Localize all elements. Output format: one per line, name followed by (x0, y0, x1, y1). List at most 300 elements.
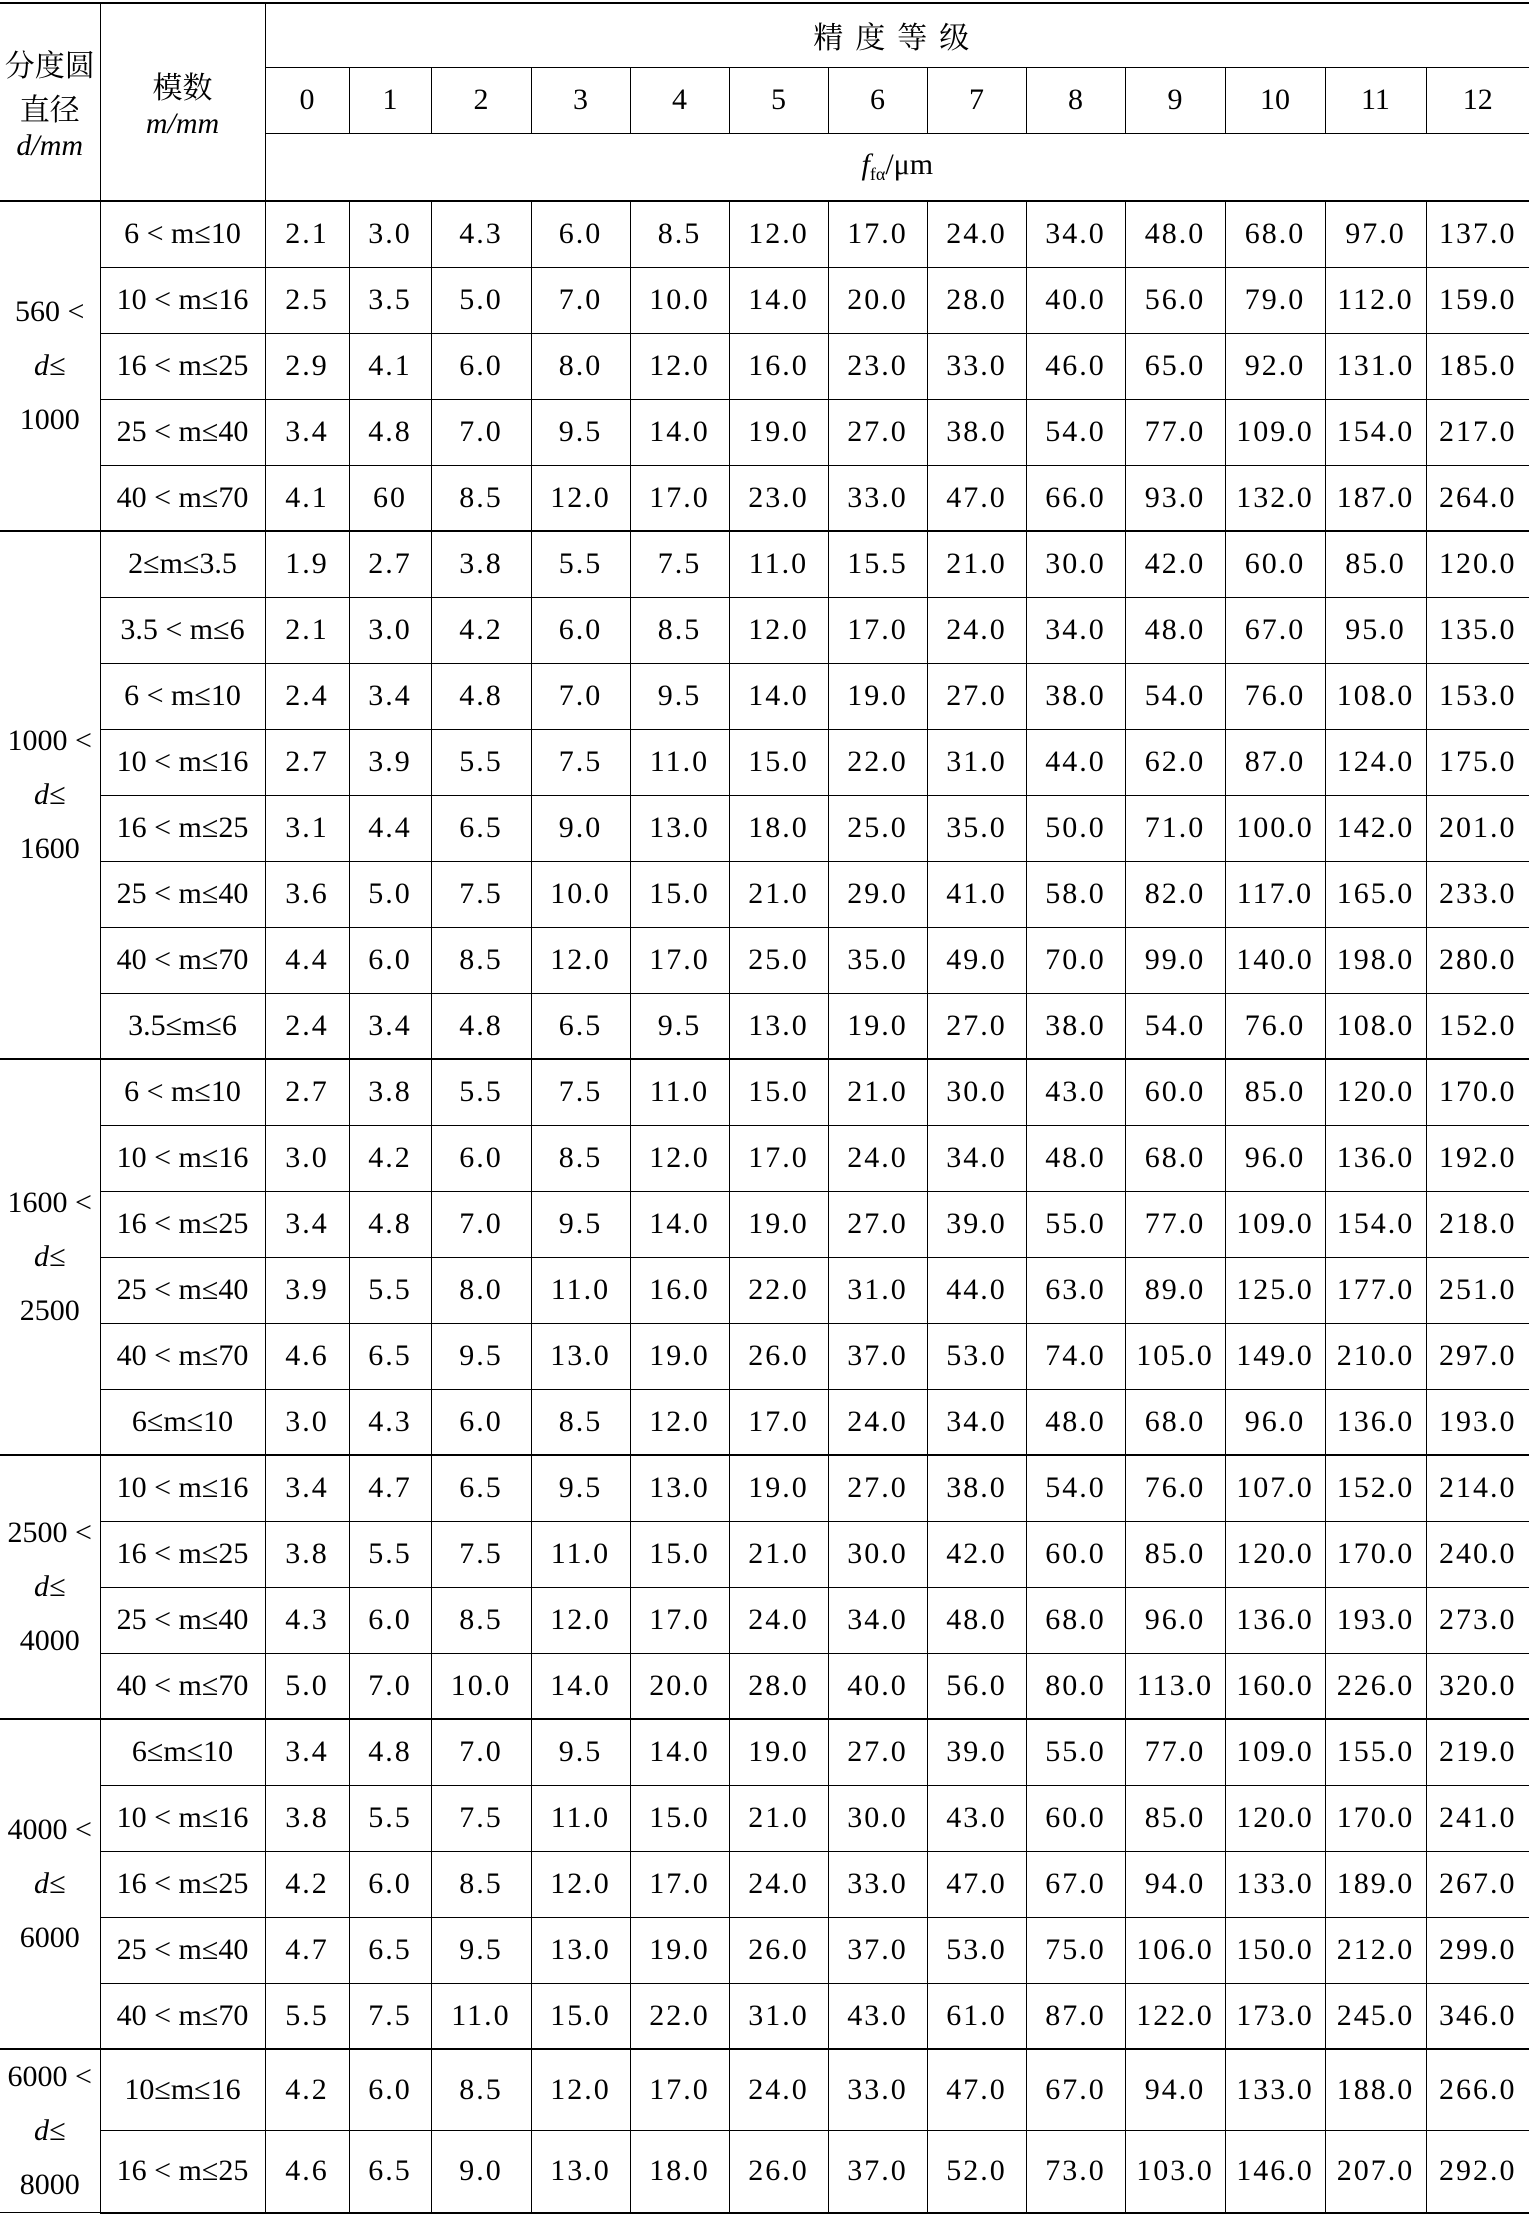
grade-12-header: 12 (1426, 67, 1529, 133)
value-cell-grade-3: 8.5 (531, 1125, 630, 1191)
value-cell-grade-7: 56.0 (927, 1653, 1026, 1719)
value-cell-grade-7: 24.0 (927, 201, 1026, 267)
value-cell-grade-5: 24.0 (729, 1587, 828, 1653)
value-cell-grade-1: 6.5 (349, 2131, 431, 2213)
value-cell-grade-4: 7.5 (630, 531, 729, 597)
value-cell-grade-10: 117.0 (1225, 861, 1325, 927)
diameter-range-line: 1000 (19, 403, 80, 436)
value-cell-grade-12: 233.0 (1426, 861, 1529, 927)
grade-1-header: 1 (349, 67, 431, 133)
value-cell-grade-2: 5.5 (431, 1059, 531, 1125)
value-cell-grade-10: 107.0 (1225, 1455, 1325, 1521)
value-cell-grade-7: 42.0 (927, 1521, 1026, 1587)
module-range-cell: 16 < m≤25 (100, 1191, 265, 1257)
value-cell-grade-0: 2.7 (265, 1059, 349, 1125)
value-cell-grade-0: 4.6 (265, 2131, 349, 2213)
value-cell-grade-2: 4.8 (431, 993, 531, 1059)
value-cell-grade-10: 149.0 (1225, 1323, 1325, 1389)
value-cell-grade-3: 9.5 (531, 399, 630, 465)
value-cell-grade-1: 5.5 (349, 1785, 431, 1851)
diameter-range-line: d≤ (34, 778, 66, 811)
unit-subscript: fα (869, 164, 886, 185)
value-cell-grade-3: 12.0 (531, 1587, 630, 1653)
value-cell-grade-4: 22.0 (630, 1983, 729, 2049)
value-cell-grade-9: 94.0 (1125, 1851, 1225, 1917)
value-cell-grade-8: 55.0 (1026, 1719, 1125, 1785)
value-cell-grade-9: 99.0 (1125, 927, 1225, 993)
value-cell-grade-2: 7.5 (431, 861, 531, 927)
value-cell-grade-2: 4.3 (431, 201, 531, 267)
value-cell-grade-1: 4.3 (349, 1389, 431, 1455)
value-cell-grade-5: 12.0 (729, 201, 828, 267)
value-cell-grade-1: 4.4 (349, 795, 431, 861)
value-cell-grade-9: 77.0 (1125, 1719, 1225, 1785)
value-cell-grade-12: 299.0 (1426, 1917, 1529, 1983)
value-cell-grade-4: 19.0 (630, 1917, 729, 1983)
value-cell-grade-2: 10.0 (431, 1653, 531, 1719)
value-cell-grade-7: 35.0 (927, 795, 1026, 861)
value-cell-grade-5: 28.0 (729, 1653, 828, 1719)
diameter-range-line: d≤ (34, 1867, 66, 1900)
value-cell-grade-4: 14.0 (630, 1191, 729, 1257)
value-cell-grade-4: 12.0 (630, 1389, 729, 1455)
value-cell-grade-11: 136.0 (1325, 1125, 1426, 1191)
value-cell-grade-10: 120.0 (1225, 1521, 1325, 1587)
value-cell-grade-9: 85.0 (1125, 1521, 1225, 1587)
value-cell-grade-1: 3.0 (349, 201, 431, 267)
value-cell-grade-3: 13.0 (531, 1323, 630, 1389)
value-cell-grade-7: 31.0 (927, 729, 1026, 795)
module-range-cell: 25 < m≤40 (100, 399, 265, 465)
module-header (100, 3, 265, 201)
value-cell-grade-3: 7.5 (531, 729, 630, 795)
value-cell-grade-4: 15.0 (630, 1521, 729, 1587)
value-cell-grade-2: 8.5 (431, 1587, 531, 1653)
value-cell-grade-3: 9.5 (531, 1455, 630, 1521)
value-cell-grade-6: 25.0 (828, 795, 927, 861)
module-range-cell: 40 < m≤70 (100, 927, 265, 993)
value-cell-grade-8: 54.0 (1026, 1455, 1125, 1521)
value-cell-grade-12: 241.0 (1426, 1785, 1529, 1851)
value-cell-grade-0: 3.0 (265, 1125, 349, 1191)
value-cell-grade-0: 4.7 (265, 1917, 349, 1983)
value-cell-grade-0: 3.8 (265, 1785, 349, 1851)
diameter-range-cell (0, 201, 100, 531)
value-cell-grade-2: 9.5 (431, 1917, 531, 1983)
value-cell-grade-9: 62.0 (1125, 729, 1225, 795)
table-row (0, 465, 1529, 531)
value-cell-grade-0: 3.4 (265, 1719, 349, 1785)
value-cell-grade-4: 14.0 (630, 1719, 729, 1785)
diameter-range-cell (0, 1059, 100, 1455)
value-cell-grade-10: 79.0 (1225, 267, 1325, 333)
value-cell-grade-11: 177.0 (1325, 1257, 1426, 1323)
value-cell-grade-8: 75.0 (1026, 1917, 1125, 1983)
value-cell-grade-11: 108.0 (1325, 993, 1426, 1059)
value-cell-grade-6: 27.0 (828, 1719, 927, 1785)
value-cell-grade-9: 42.0 (1125, 531, 1225, 597)
value-cell-grade-1: 7.0 (349, 1653, 431, 1719)
value-cell-grade-1: 4.7 (349, 1455, 431, 1521)
value-cell-grade-1: 4.1 (349, 333, 431, 399)
value-cell-grade-11: 154.0 (1325, 1191, 1426, 1257)
value-cell-grade-0: 1.9 (265, 531, 349, 597)
module-range-cell: 16 < m≤25 (100, 795, 265, 861)
value-cell-grade-3: 6.0 (531, 597, 630, 663)
value-cell-grade-5: 25.0 (729, 927, 828, 993)
value-cell-grade-12: 320.0 (1426, 1653, 1529, 1719)
table-row (0, 2131, 1529, 2213)
value-cell-grade-4: 17.0 (630, 465, 729, 531)
value-cell-grade-0: 3.8 (265, 1521, 349, 1587)
value-cell-grade-11: 155.0 (1325, 1719, 1426, 1785)
value-cell-grade-9: 56.0 (1125, 267, 1225, 333)
value-cell-grade-3: 12.0 (531, 2049, 630, 2131)
value-cell-grade-7: 43.0 (927, 1785, 1026, 1851)
value-cell-grade-0: 4.2 (265, 1851, 349, 1917)
value-cell-grade-8: 50.0 (1026, 795, 1125, 861)
module-range-cell: 10≤m≤16 (100, 2049, 265, 2131)
value-cell-grade-10: 85.0 (1225, 1059, 1325, 1125)
value-cell-grade-6: 37.0 (828, 1917, 927, 1983)
value-cell-grade-3: 9.0 (531, 795, 630, 861)
value-cell-grade-11: 165.0 (1325, 861, 1426, 927)
table-header (0, 3, 1529, 201)
value-cell-grade-5: 17.0 (729, 1389, 828, 1455)
value-cell-grade-12: 264.0 (1426, 465, 1529, 531)
value-cell-grade-4: 13.0 (630, 1455, 729, 1521)
value-cell-grade-5: 19.0 (729, 399, 828, 465)
value-cell-grade-11: 187.0 (1325, 465, 1426, 531)
diameter-range-cell (0, 1455, 100, 1719)
grade-11-header: 11 (1325, 67, 1426, 133)
value-cell-grade-0: 3.9 (265, 1257, 349, 1323)
value-cell-grade-12: 217.0 (1426, 399, 1529, 465)
value-cell-grade-0: 2.7 (265, 729, 349, 795)
value-cell-grade-6: 17.0 (828, 597, 927, 663)
value-cell-grade-11: 154.0 (1325, 399, 1426, 465)
value-cell-grade-10: 132.0 (1225, 465, 1325, 531)
value-cell-grade-6: 34.0 (828, 1587, 927, 1653)
module-range-cell: 10 < m≤16 (100, 1455, 265, 1521)
value-cell-grade-0: 3.0 (265, 1389, 349, 1455)
value-cell-grade-4: 19.0 (630, 1323, 729, 1389)
value-cell-grade-7: 38.0 (927, 399, 1026, 465)
value-cell-grade-10: 76.0 (1225, 663, 1325, 729)
value-cell-grade-3: 9.5 (531, 1719, 630, 1785)
value-cell-grade-0: 5.0 (265, 1653, 349, 1719)
value-cell-grade-2: 5.0 (431, 267, 531, 333)
value-cell-grade-12: 159.0 (1426, 267, 1529, 333)
diameter-header-line-3: d/mm (16, 129, 84, 162)
table-row (0, 1059, 1529, 1125)
value-cell-grade-1: 60 (349, 465, 431, 531)
value-cell-grade-12: 292.0 (1426, 2131, 1529, 2213)
diameter-range-line: d≤ (34, 349, 66, 382)
value-cell-grade-8: 80.0 (1026, 1653, 1125, 1719)
value-cell-grade-0: 2.9 (265, 333, 349, 399)
value-cell-grade-12: 266.0 (1426, 2049, 1529, 2131)
module-range-cell: 16 < m≤25 (100, 2131, 265, 2213)
value-cell-grade-9: 106.0 (1125, 1917, 1225, 1983)
value-cell-grade-12: 346.0 (1426, 1983, 1529, 2049)
value-cell-grade-7: 47.0 (927, 1851, 1026, 1917)
value-cell-grade-9: 77.0 (1125, 1191, 1225, 1257)
value-cell-grade-2: 9.0 (431, 2131, 531, 2213)
value-cell-grade-5: 19.0 (729, 1191, 828, 1257)
value-cell-grade-11: 189.0 (1325, 1851, 1426, 1917)
value-cell-grade-6: 33.0 (828, 465, 927, 531)
value-cell-grade-6: 24.0 (828, 1125, 927, 1191)
value-cell-grade-0: 2.5 (265, 267, 349, 333)
value-cell-grade-10: 136.0 (1225, 1587, 1325, 1653)
value-cell-grade-5: 14.0 (729, 663, 828, 729)
value-cell-grade-3: 12.0 (531, 1851, 630, 1917)
module-range-cell: 6 < m≤10 (100, 201, 265, 267)
value-cell-grade-3: 8.0 (531, 333, 630, 399)
module-range-cell: 25 < m≤40 (100, 1587, 265, 1653)
value-cell-grade-11: 136.0 (1325, 1389, 1426, 1455)
value-cell-grade-10: 68.0 (1225, 201, 1325, 267)
grade-0-header: 0 (265, 67, 349, 133)
table-body (0, 201, 1529, 2213)
value-cell-grade-1: 7.5 (349, 1983, 431, 2049)
grade-title: 精度等级 (265, 3, 1529, 67)
value-cell-grade-1: 3.4 (349, 663, 431, 729)
table-row (0, 597, 1529, 663)
value-cell-grade-10: 60.0 (1225, 531, 1325, 597)
table-row (0, 531, 1529, 597)
module-range-cell: 6 < m≤10 (100, 663, 265, 729)
value-cell-grade-2: 5.5 (431, 729, 531, 795)
value-cell-grade-2: 6.0 (431, 1125, 531, 1191)
value-cell-grade-1: 3.4 (349, 993, 431, 1059)
value-cell-grade-7: 34.0 (927, 1389, 1026, 1455)
value-cell-grade-2: 7.5 (431, 1521, 531, 1587)
module-range-cell: 16 < m≤25 (100, 1851, 265, 1917)
value-cell-grade-6: 15.5 (828, 531, 927, 597)
value-cell-grade-9: 68.0 (1125, 1389, 1225, 1455)
value-cell-grade-1: 5.5 (349, 1257, 431, 1323)
value-cell-grade-2: 9.5 (431, 1323, 531, 1389)
value-cell-grade-9: 48.0 (1125, 201, 1225, 267)
value-cell-grade-2: 7.0 (431, 1191, 531, 1257)
table-row (0, 1455, 1529, 1521)
diameter-header (0, 3, 100, 201)
value-cell-grade-7: 53.0 (927, 1323, 1026, 1389)
value-cell-grade-5: 21.0 (729, 861, 828, 927)
value-cell-grade-11: 245.0 (1325, 1983, 1426, 2049)
value-cell-grade-7: 47.0 (927, 465, 1026, 531)
diameter-range-line: d≤ (34, 1240, 66, 1273)
value-cell-grade-5: 31.0 (729, 1983, 828, 2049)
value-cell-grade-4: 9.5 (630, 663, 729, 729)
value-cell-grade-6: 19.0 (828, 663, 927, 729)
table-row (0, 1521, 1529, 1587)
value-cell-grade-12: 273.0 (1426, 1587, 1529, 1653)
value-cell-grade-8: 60.0 (1026, 1521, 1125, 1587)
value-cell-grade-5: 24.0 (729, 1851, 828, 1917)
value-cell-grade-3: 6.0 (531, 201, 630, 267)
value-cell-grade-3: 12.0 (531, 927, 630, 993)
value-cell-grade-3: 11.0 (531, 1521, 630, 1587)
value-cell-grade-8: 38.0 (1026, 663, 1125, 729)
value-cell-grade-6: 27.0 (828, 1455, 927, 1521)
value-cell-grade-7: 34.0 (927, 1125, 1026, 1191)
value-cell-grade-11: 85.0 (1325, 531, 1426, 597)
value-cell-grade-7: 48.0 (927, 1587, 1026, 1653)
value-cell-grade-2: 4.8 (431, 663, 531, 729)
value-cell-grade-11: 152.0 (1325, 1455, 1426, 1521)
value-cell-grade-2: 8.5 (431, 465, 531, 531)
value-cell-grade-2: 8.5 (431, 1851, 531, 1917)
value-cell-grade-6: 37.0 (828, 1323, 927, 1389)
table-row (0, 1257, 1529, 1323)
grade-6-header: 6 (828, 67, 927, 133)
value-cell-grade-6: 27.0 (828, 399, 927, 465)
value-cell-grade-9: 77.0 (1125, 399, 1225, 465)
value-cell-grade-11: 95.0 (1325, 597, 1426, 663)
value-cell-grade-10: 173.0 (1225, 1983, 1325, 2049)
module-range-cell: 10 < m≤16 (100, 1785, 265, 1851)
value-cell-grade-10: 76.0 (1225, 993, 1325, 1059)
value-cell-grade-6: 43.0 (828, 1983, 927, 2049)
value-cell-grade-3: 12.0 (531, 465, 630, 531)
table-row (0, 399, 1529, 465)
value-cell-grade-1: 6.5 (349, 1917, 431, 1983)
unit-symbol: f (861, 148, 870, 182)
value-cell-grade-5: 21.0 (729, 1785, 828, 1851)
value-cell-grade-7: 24.0 (927, 597, 1026, 663)
value-cell-grade-0: 2.4 (265, 663, 349, 729)
table-container (0, 2, 1529, 2214)
value-cell-grade-5: 26.0 (729, 1323, 828, 1389)
value-cell-grade-3: 7.5 (531, 1059, 630, 1125)
value-cell-grade-1: 6.0 (349, 1587, 431, 1653)
value-cell-grade-5: 24.0 (729, 2049, 828, 2131)
value-cell-grade-5: 12.0 (729, 597, 828, 663)
table-row (0, 1851, 1529, 1917)
value-cell-grade-7: 21.0 (927, 531, 1026, 597)
value-cell-grade-6: 19.0 (828, 993, 927, 1059)
value-cell-grade-7: 39.0 (927, 1191, 1026, 1257)
unit-label (265, 133, 1529, 201)
value-cell-grade-4: 8.5 (630, 597, 729, 663)
value-cell-grade-4: 10.0 (630, 267, 729, 333)
value-cell-grade-9: 76.0 (1125, 1455, 1225, 1521)
value-cell-grade-6: 24.0 (828, 1389, 927, 1455)
value-cell-grade-8: 40.0 (1026, 267, 1125, 333)
value-cell-grade-2: 11.0 (431, 1983, 531, 2049)
value-cell-grade-1: 6.0 (349, 2049, 431, 2131)
value-cell-grade-8: 68.0 (1026, 1587, 1125, 1653)
diameter-range-cell (0, 531, 100, 1059)
value-cell-grade-8: 54.0 (1026, 399, 1125, 465)
value-cell-grade-10: 87.0 (1225, 729, 1325, 795)
value-cell-grade-5: 11.0 (729, 531, 828, 597)
value-cell-grade-0: 3.4 (265, 1191, 349, 1257)
module-range-cell: 40 < m≤70 (100, 465, 265, 531)
value-cell-grade-10: 140.0 (1225, 927, 1325, 993)
value-cell-grade-6: 20.0 (828, 267, 927, 333)
value-cell-grade-12: 137.0 (1426, 201, 1529, 267)
value-cell-grade-3: 11.0 (531, 1785, 630, 1851)
value-cell-grade-12: 153.0 (1426, 663, 1529, 729)
value-cell-grade-8: 63.0 (1026, 1257, 1125, 1323)
value-cell-grade-7: 53.0 (927, 1917, 1026, 1983)
value-cell-grade-6: 33.0 (828, 1851, 927, 1917)
value-cell-grade-9: 65.0 (1125, 333, 1225, 399)
value-cell-grade-0: 3.6 (265, 861, 349, 927)
grade-7-header: 7 (927, 67, 1026, 133)
value-cell-grade-0: 4.4 (265, 927, 349, 993)
value-cell-grade-8: 44.0 (1026, 729, 1125, 795)
value-cell-grade-7: 30.0 (927, 1059, 1026, 1125)
diameter-header-line-1: 分度圆 (4, 50, 95, 83)
value-cell-grade-1: 6.5 (349, 1323, 431, 1389)
value-cell-grade-6: 27.0 (828, 1191, 927, 1257)
table-row (0, 1917, 1529, 1983)
value-cell-grade-7: 61.0 (927, 1983, 1026, 2049)
value-cell-grade-11: 108.0 (1325, 663, 1426, 729)
value-cell-grade-11: 188.0 (1325, 2049, 1426, 2131)
module-range-cell: 25 < m≤40 (100, 1257, 265, 1323)
value-cell-grade-3: 7.0 (531, 663, 630, 729)
value-cell-grade-8: 48.0 (1026, 1389, 1125, 1455)
value-cell-grade-3: 15.0 (531, 1983, 630, 2049)
tolerance-table (0, 2, 1529, 2214)
value-cell-grade-9: 93.0 (1125, 465, 1225, 531)
value-cell-grade-11: 120.0 (1325, 1059, 1426, 1125)
value-cell-grade-2: 8.5 (431, 2049, 531, 2131)
value-cell-grade-6: 40.0 (828, 1653, 927, 1719)
value-cell-grade-4: 14.0 (630, 399, 729, 465)
value-cell-grade-3: 11.0 (531, 1257, 630, 1323)
value-cell-grade-10: 109.0 (1225, 399, 1325, 465)
value-cell-grade-6: 37.0 (828, 2131, 927, 2213)
value-cell-grade-2: 7.0 (431, 399, 531, 465)
table-row (0, 795, 1529, 861)
value-cell-grade-8: 43.0 (1026, 1059, 1125, 1125)
grade-10-header: 10 (1225, 67, 1325, 133)
value-cell-grade-4: 18.0 (630, 2131, 729, 2213)
value-cell-grade-4: 9.5 (630, 993, 729, 1059)
value-cell-grade-8: 74.0 (1026, 1323, 1125, 1389)
module-range-cell: 40 < m≤70 (100, 1323, 265, 1389)
value-cell-grade-0: 4.6 (265, 1323, 349, 1389)
value-cell-grade-12: 152.0 (1426, 993, 1529, 1059)
value-cell-grade-2: 4.2 (431, 597, 531, 663)
value-cell-grade-5: 21.0 (729, 1521, 828, 1587)
value-cell-grade-10: 120.0 (1225, 1785, 1325, 1851)
module-range-cell: 10 < m≤16 (100, 729, 265, 795)
value-cell-grade-1: 2.7 (349, 531, 431, 597)
value-cell-grade-0: 2.4 (265, 993, 349, 1059)
value-cell-grade-4: 8.5 (630, 201, 729, 267)
value-cell-grade-4: 15.0 (630, 1785, 729, 1851)
value-cell-grade-2: 7.5 (431, 1785, 531, 1851)
value-cell-grade-1: 4.8 (349, 1719, 431, 1785)
value-cell-grade-9: 82.0 (1125, 861, 1225, 927)
value-cell-grade-10: 109.0 (1225, 1719, 1325, 1785)
value-cell-grade-9: 85.0 (1125, 1785, 1225, 1851)
value-cell-grade-11: 226.0 (1325, 1653, 1426, 1719)
value-cell-grade-4: 12.0 (630, 333, 729, 399)
value-cell-grade-9: 54.0 (1125, 663, 1225, 729)
value-cell-grade-7: 28.0 (927, 267, 1026, 333)
diameter-range-line: 4000 (19, 1624, 80, 1657)
table-row (0, 267, 1529, 333)
